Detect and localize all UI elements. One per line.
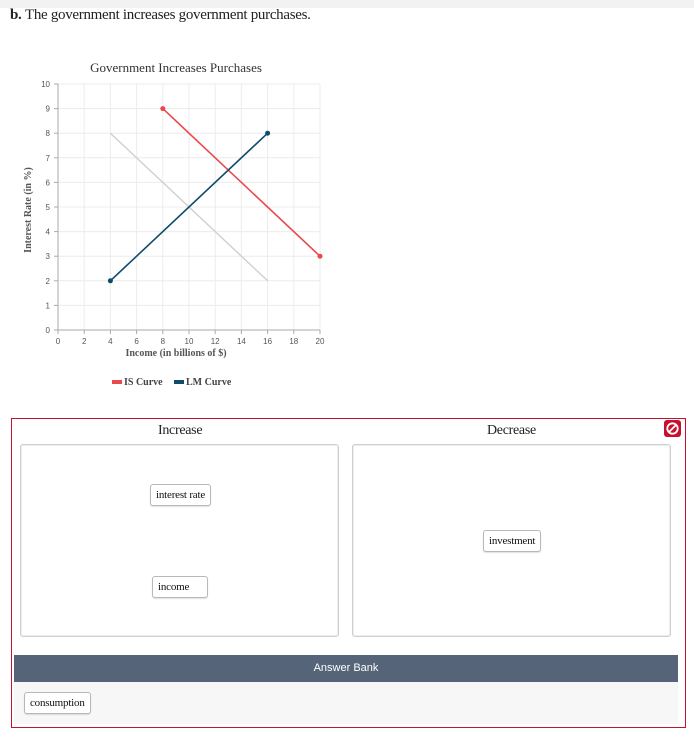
tick-label-y: 4	[45, 227, 50, 237]
tick-label-y: 6	[45, 178, 50, 188]
chip-interest-rate[interactable]: interest rate	[150, 484, 211, 506]
is-lm-chart	[0, 50, 694, 400]
decrease-title: Decrease	[487, 423, 536, 438]
tick-label-x: 8	[160, 337, 166, 346]
tick-label-y: 7	[45, 153, 50, 163]
chip-income[interactable]: income	[152, 576, 208, 598]
tick-label-x: 20	[315, 337, 325, 346]
tick-label-y: 8	[45, 129, 50, 139]
answer-bank-header: Answer Bank	[14, 655, 678, 682]
no-entry-icon	[664, 420, 681, 437]
lm-curve-legend-label: LM Curve	[186, 377, 232, 388]
question-prompt	[10, 7, 311, 24]
is-curve-point	[318, 254, 323, 259]
chart-legend	[112, 377, 232, 388]
tick-label-y: 2	[45, 276, 50, 286]
tick-label-y: 5	[45, 203, 50, 212]
lm-curve-point	[108, 278, 113, 283]
clear-button[interactable]	[664, 420, 681, 437]
tick-label-y: 10	[41, 80, 50, 89]
tick-label-y: 0	[45, 326, 50, 335]
tick-label-x: 6	[134, 337, 139, 346]
is-curve-point	[160, 106, 165, 111]
x-axis-label: Income (in billions of $)	[125, 348, 227, 359]
tick-label-y: 9	[45, 104, 50, 114]
increase-title: Increase	[158, 423, 203, 438]
question-text: The government increases government purchases.	[24, 7, 311, 23]
is-curve-legend-label: IS Curve	[124, 377, 163, 388]
y-axis-label: Interest Rate (in %)	[23, 167, 34, 253]
chip-investment[interactable]: investment	[483, 530, 541, 552]
tick-label-y: 1	[45, 301, 50, 311]
question-label: b.	[10, 7, 22, 23]
tick-label-x: 14	[236, 337, 246, 346]
chart-title: Government Increases Purchases	[90, 60, 262, 75]
chip-consumption[interactable]: consumption	[24, 692, 91, 714]
tick-label-x: 0	[55, 337, 61, 346]
tick-label-x: 10	[184, 337, 194, 346]
is-curve-legend-swatch	[112, 380, 122, 384]
tick-label-x: 16	[263, 337, 273, 346]
lm-curve-point	[265, 131, 270, 136]
answer-bank[interactable]	[14, 682, 678, 724]
increase-bin[interactable]	[20, 444, 339, 637]
tick-label-y: 3	[45, 252, 50, 262]
lm-curve-legend-swatch	[174, 380, 184, 384]
tick-label-x: 4	[108, 337, 113, 346]
tick-label-x: 12	[210, 337, 220, 346]
tick-label-x: 18	[289, 337, 299, 346]
tick-label-x: 2	[81, 337, 87, 346]
